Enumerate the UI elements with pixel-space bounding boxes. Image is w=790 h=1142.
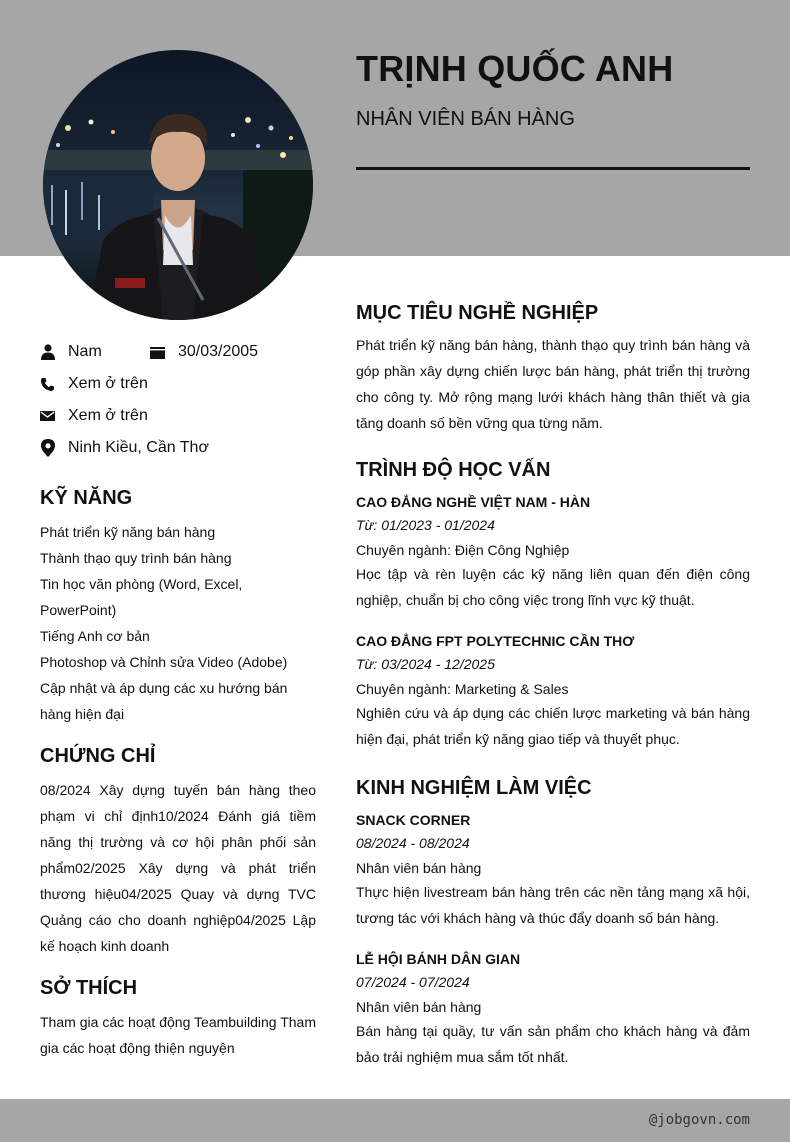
experience-entry [356, 950, 750, 1070]
hobbies-heading: SỞ THÍCH [40, 977, 138, 999]
objective-heading: MỤC TIÊU NGHỀ NGHIỆP [356, 302, 599, 324]
education-period: Từ: 03/2024 - 12/2025 [356, 656, 495, 672]
profile-photo [43, 50, 313, 320]
full-name: TRỊNH QUỐC ANH [356, 48, 674, 89]
contact-birthday [150, 343, 258, 361]
experience-role: Nhân viên bán hàng [356, 860, 482, 876]
portrait-photo-icon [43, 50, 313, 320]
education-description: Học tập và rèn luyện các kỹ năng liên quan đến điện công nghiệp, chuẩn bị cho công việc trong lĩnh vực kỹ thuật. [356, 566, 750, 608]
skill-item: Thành thạo quy trình bán hàng [40, 550, 232, 566]
phone-value: Xem ở trên [68, 375, 148, 392]
education-period: Từ: 01/2023 - 01/2024 [356, 517, 495, 533]
company-name: LỄ HỘI BÁNH DÂN GIAN [356, 951, 521, 967]
footer-watermark: @jobgovn.com [648, 1112, 750, 1128]
envelope-icon [40, 408, 55, 424]
certificates-text: 08/2024 Xây dựng tuyến bán hàng theo phạm vi chỉ định10/2024 Đánh giá tiềm năng thị trường và cơ hội phân phối sản phẩm02/2025 Xây dựng và phát triển thương hiệu04/2025 Quay và dựng TVC Quảng cáo cho doanh nghiệp04/2025 Lập kế hoạch kinh doanh [40, 782, 316, 954]
certificates-heading: CHỨNG CHỈ [40, 745, 156, 767]
skill-item: Tiếng Anh cơ bản [40, 628, 150, 644]
education-heading: TRÌNH ĐỘ HỌC VẤN [356, 459, 551, 481]
experience-description: Thực hiện livestream bán hàng trên các nền tảng mạng xã hội, tương tác với khách hàng và thúc đẩy doanh số bán hàng. [356, 884, 750, 926]
experience-period: 07/2024 - 07/2024 [356, 974, 470, 990]
email-value: Xem ở trên [68, 407, 148, 424]
education-entry [356, 493, 750, 613]
title-divider [356, 167, 750, 170]
education-description: Nghiên cứu và áp dụng các chiến lược marketing và bán hàng hiện đại, phát triển kỹ năng giao tiếp và thuyết phục. [356, 705, 750, 747]
hobbies-text: Tham gia các hoạt động Teambuilding Tham gia các hoạt động thiện nguyện [40, 1014, 316, 1056]
school-name: CAO ĐẲNG NGHỀ VIỆT NAM - HÀN [356, 494, 591, 510]
experience-role: Nhân viên bán hàng [356, 999, 482, 1015]
education-major: Chuyên ngành: Marketing & Sales [356, 681, 569, 697]
education-entry [356, 632, 750, 752]
skills-heading: KỸ NĂNG [40, 487, 133, 509]
skill-item: Phát triển kỹ năng bán hàng [40, 524, 216, 540]
skill-item: Photoshop và Chỉnh sửa Video (Adobe) [40, 654, 288, 670]
objective-text: Phát triển kỹ năng bán hàng, thành thạo quy trình bán hàng và góp phần xây dựng chiến lược bán hàng, phát triển thị trường cho công ty. Mở rộng mạng lưới khách hàng thân thiết và gia tăng doanh số bền vững qua từng năm. [356, 337, 750, 431]
school-name: CAO ĐẲNG FPT POLYTECHNIC CẦN THƠ [356, 633, 635, 649]
experience-heading: KINH NGHIỆM LÀM VIỆC [356, 777, 592, 799]
education-major: Chuyên ngành: Điện Công Nghiệp [356, 542, 570, 558]
footer-band [0, 1099, 790, 1142]
birthday-value: 30/03/2005 [178, 343, 259, 360]
contact-address [40, 439, 209, 457]
skill-item: Tin học văn phòng (Word, Excel, PowerPoint) [40, 576, 243, 618]
skills-list [40, 519, 316, 727]
contact-phone [40, 375, 148, 393]
experience-period: 08/2024 - 08/2024 [356, 835, 470, 851]
contact-gender [40, 343, 102, 361]
gender-value: Nam [68, 343, 102, 360]
address-value: Ninh Kiều, Cần Thơ [68, 439, 209, 456]
person-icon [40, 344, 55, 360]
skill-item: Cập nhật và áp dụng các xu hướng bán hàng hiện đại [40, 680, 288, 722]
calendar-icon [150, 344, 165, 360]
contact-email [40, 407, 148, 425]
experience-entry [356, 811, 750, 931]
location-pin-icon [40, 440, 55, 456]
experience-description: Bán hàng tại quầy, tư vấn sản phẩm cho khách hàng và đảm bảo trải nghiệm mua sắm tốt nhất. [356, 1023, 750, 1065]
job-title: NHÂN VIÊN BÁN HÀNG [356, 108, 575, 130]
phone-icon [40, 376, 55, 392]
company-name: SNACK CORNER [356, 812, 471, 828]
